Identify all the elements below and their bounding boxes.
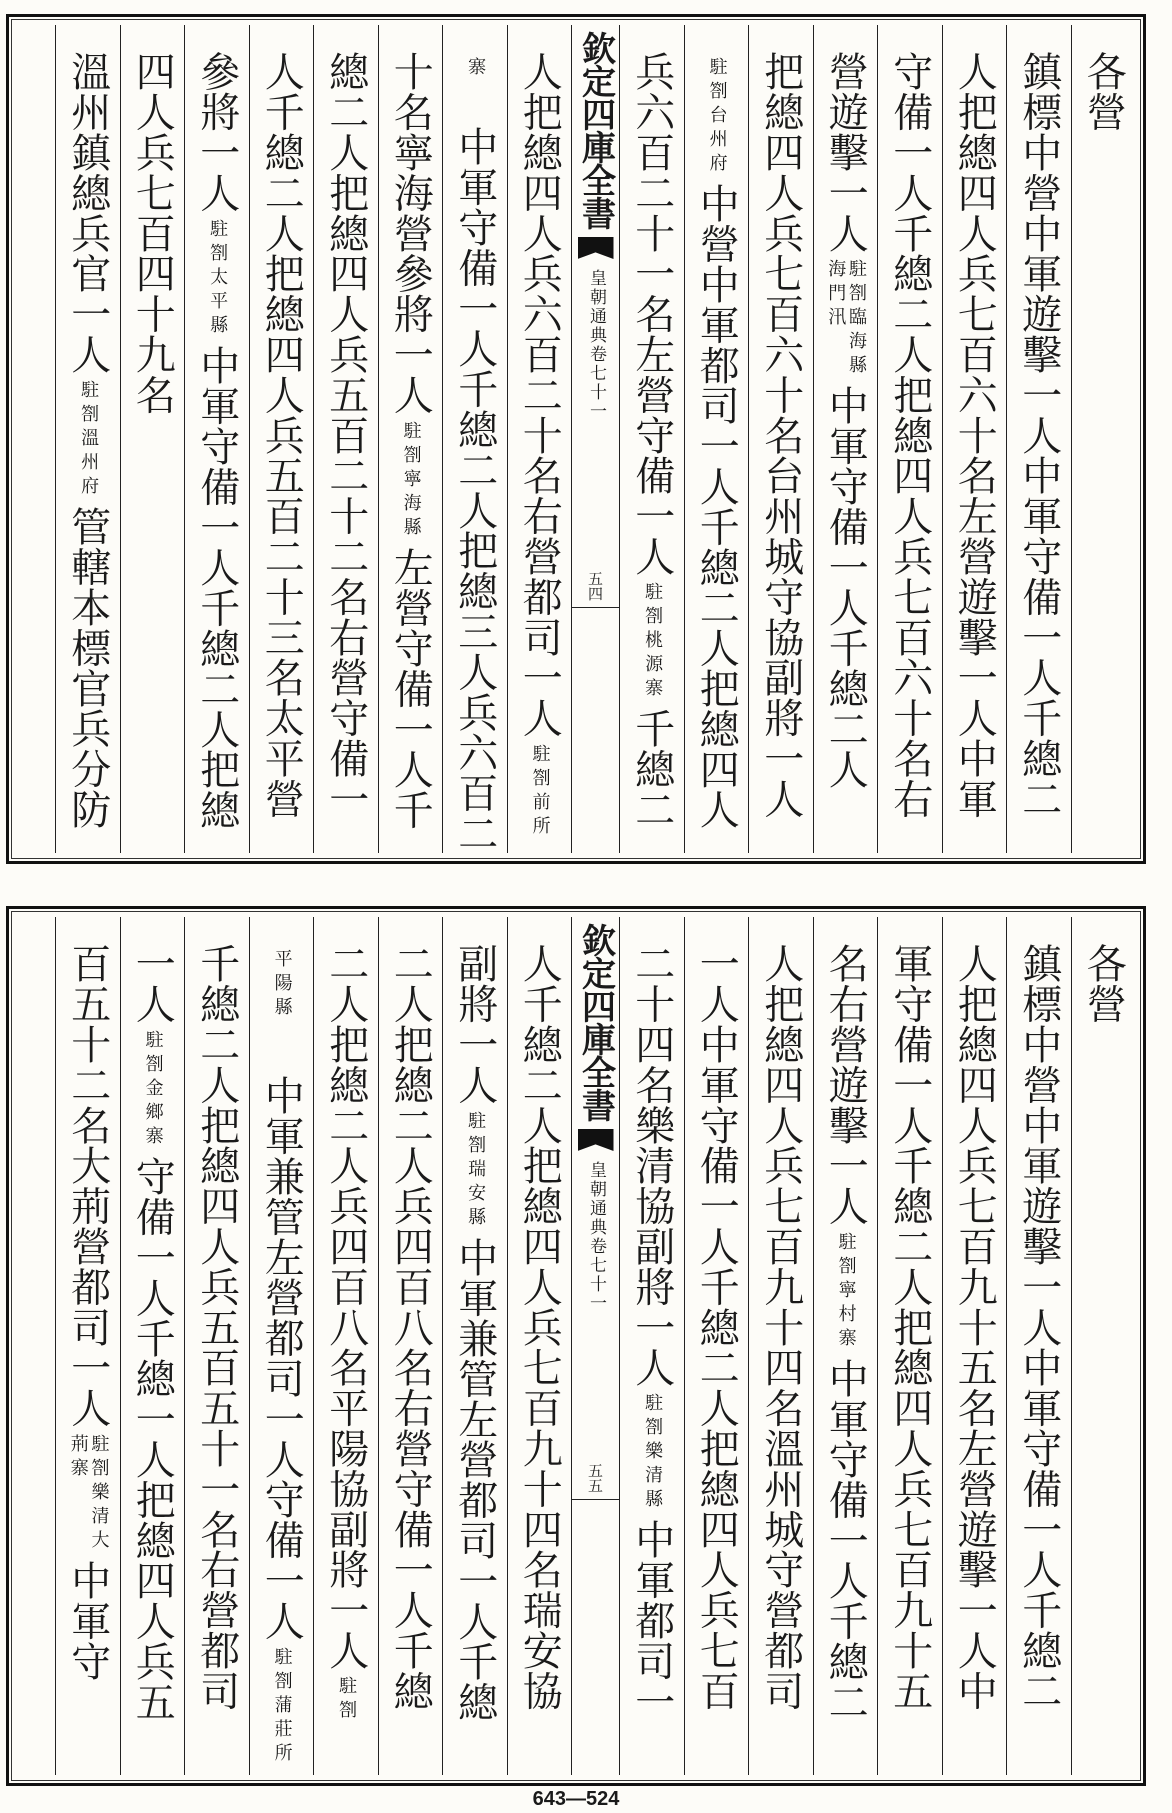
text-column (55, 917, 120, 1775)
interlinear-note: 駐劄瑞安縣 (465, 1110, 487, 1231)
column-text: 一人中軍守備一人千總二人把總四人兵七百 (693, 943, 740, 1711)
column-text: 副將一人 (451, 943, 498, 1105)
column-text: 中軍守 (64, 1559, 111, 1682)
margin-rule (572, 1499, 619, 1500)
interlinear-note: 駐劄前所 (529, 743, 551, 840)
book-volume: 卷七十一 (586, 1237, 606, 1313)
text-column (748, 25, 813, 853)
interlinear-note: 駐劄溫州府 (78, 380, 100, 501)
text-column (507, 917, 572, 1775)
text-column (748, 917, 813, 1775)
column-text: 四人兵七百四十九名 (129, 51, 176, 415)
book-subtitle: 皇朝通典 (586, 1161, 606, 1237)
column-text: 中軍守備一人千總二人 (822, 385, 869, 789)
bottom-columns (17, 917, 1135, 1775)
column-text: 人把總四人兵七百九十四名溫州城守營都司 (757, 943, 804, 1711)
text-column (813, 25, 878, 853)
text-column (184, 917, 249, 1775)
interlinear-note: 駐劄寧海縣 (400, 420, 422, 541)
column-text: 軍守備一人千總二人把總四人兵七百九十五 (886, 943, 933, 1711)
interlinear-note: 駐劄樂清縣 (642, 1393, 664, 1514)
leaf-number: 五五 (586, 1463, 604, 1493)
interlinear-note: 駐劄 (336, 1676, 358, 1725)
column-text: 溫州鎮總兵官一人 (64, 51, 111, 375)
column-text: 總二人把總四人兵五百二十二名右營守備一 (322, 51, 369, 819)
interlinear-note: 駐劄太平縣 (207, 218, 229, 339)
interlinear-note: 寨 (465, 57, 487, 81)
text-column (120, 25, 185, 853)
text-column (55, 25, 120, 853)
text-column (249, 917, 314, 1775)
column-text: 人把總四人兵七百六十名左營遊擊一人中軍 (951, 51, 998, 819)
column-text: 守備一人千總一人把總四人兵五 (129, 1155, 176, 1722)
column-text: 二人把總二人兵四百八名右營守備一人千總 (387, 943, 434, 1711)
column-text: 中軍都司一 (628, 1519, 675, 1722)
center-margin-column (571, 25, 619, 853)
margin-rule (572, 607, 619, 608)
text-column (942, 25, 1007, 853)
column-text: 十名寧海營參將一人 (387, 51, 434, 415)
interlinear-note: 駐劄樂清大荊寨 (67, 1433, 110, 1554)
interlinear-note: 駐劄桃源寨 (642, 582, 664, 703)
top-columns (17, 25, 1135, 853)
column-text: 管轄本標官兵分防 (64, 506, 111, 830)
text-column (313, 917, 378, 1775)
fish-tail-mark (578, 237, 614, 259)
column-text: 百五十二名大荊營都司一人 (64, 943, 111, 1428)
interlinear-note: 駐劄寧村寨 (835, 1231, 857, 1352)
column-text: 一人 (129, 943, 176, 1024)
column-text: 中軍守備一人千總二人把總三人兵六百二 (451, 125, 498, 853)
column-text: 左營守備一人千 (387, 546, 434, 830)
interlinear-note: 平陽縣 (271, 949, 293, 1021)
text-column (619, 25, 684, 853)
leaf-number: 五四 (586, 571, 604, 601)
text-column (249, 25, 314, 853)
fish-tail-mark (578, 1129, 614, 1151)
book-title: 欽定四庫全書 (575, 923, 616, 1121)
text-column (378, 25, 443, 853)
column-text: 人千總二人把總四人兵七百九十四名瑞安協 (516, 943, 563, 1711)
interlinear-note: 駐劄台州府 (706, 57, 728, 177)
bottom-page-panel (6, 906, 1146, 1786)
text-column (684, 917, 749, 1775)
column-text: 二十四名樂清協副將一人 (628, 943, 675, 1388)
column-text: 人把總四人兵七百九十五名左營遊擊一人中 (951, 943, 998, 1711)
text-column (1071, 25, 1136, 853)
text-column (378, 917, 443, 1775)
text-column (184, 25, 249, 853)
column-text: 名右營遊擊一人 (822, 943, 869, 1226)
text-column (1006, 917, 1071, 1775)
column-text: 中軍兼管左營都司一人守備一人 (258, 1075, 305, 1641)
interlinear-note: 駐劄蒲莊所 (271, 1646, 293, 1767)
text-column (507, 25, 572, 853)
column-text: 營遊擊一人 (822, 51, 869, 253)
column-text: 守備一人千總二人把總四人兵七百六十名右 (886, 51, 933, 819)
center-margin-column (571, 917, 619, 1775)
column-text: 人把總四人兵六百二十名右營都司一人 (516, 51, 563, 738)
column-text: 鎮標中營中軍遊擊一人中軍守備一人千總二 (1015, 943, 1062, 1711)
column-text: 中軍守備一人千總二人把總 (193, 344, 240, 830)
interlinear-note: 駐劄金鄉寨 (142, 1029, 164, 1150)
text-column (313, 25, 378, 853)
text-column (1071, 917, 1136, 1775)
top-page-panel (6, 14, 1146, 864)
column-text: 兵六百二十一名左營守備一人 (628, 51, 675, 577)
column-text: 人千總二人把總四人兵五百二十三名太平營 (258, 51, 305, 819)
text-column (684, 25, 749, 853)
column-text: 各營 (1080, 943, 1127, 1024)
text-column (877, 25, 942, 853)
text-column (442, 25, 507, 853)
book-subtitle: 皇朝通典 (586, 269, 606, 345)
column-text: 各營 (1080, 51, 1127, 132)
interlinear-note: 駐劄臨海縣海門汛 (825, 259, 867, 379)
column-text: 鎮標中營中軍遊擊一人中軍守備一人千總二 (1015, 51, 1062, 819)
column-text: 中軍守備一人千總二 (822, 1357, 869, 1722)
column-text: 千總二人把總四人兵五百五十一名右營都司 (193, 943, 240, 1711)
text-column (877, 917, 942, 1775)
page-number-footer: 643—524 (532, 1788, 620, 1810)
book-volume: 卷七十一 (586, 345, 606, 421)
column-text: 千總二 (628, 708, 675, 830)
text-column (1006, 25, 1071, 853)
text-column (120, 917, 185, 1775)
text-column (942, 917, 1007, 1775)
column-text: 中軍兼管左營都司一人千總 (451, 1236, 498, 1722)
column-text: 把總四人兵七百六十名台州城守協副將一人 (757, 51, 804, 819)
text-column (813, 917, 878, 1775)
column-text: 二人把總二人兵四百八名平陽協副將一人 (322, 943, 369, 1671)
text-column (619, 917, 684, 1775)
column-text: 中營中軍都司一人千總二人把總四人 (693, 183, 740, 830)
text-column (442, 917, 507, 1775)
column-text: 參將一人 (193, 51, 240, 213)
book-title: 欽定四庫全書 (575, 31, 616, 229)
